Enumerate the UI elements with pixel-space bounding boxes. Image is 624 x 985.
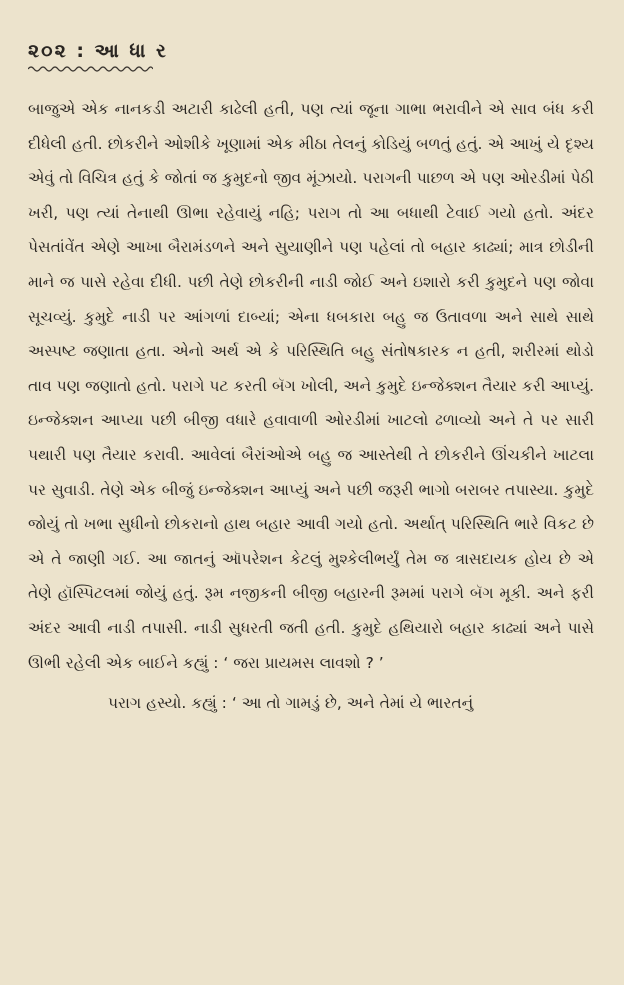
paragraph-1: બાજુએ એક નાનકડી અટારી કાઢેલી હતી, પણ ત્યાં જૂના ગાભા ભરાવીને એ સાવ બંધ કરી દીધેલી હતી. છોકરીને ઓશીકે ખૂણામાં એક મીઠા તેલનું કોડિયું બળતું હતું. એ આખું યે દૃશ્ય એવું તો વિચિત્ર હતું કે જોતાં જ કુમુદનો જીવ મૂંઝાયો. પરાગની પાછળ એ પણ ઓરડીમાં પેઠી ખરી, પણ ત્યાં તેનાથી ઊભા રહેવાયું નહિ; પરાગ તો આ બધાથી ટેવાઈ ગયો હતો. અંદર પેસતાંવેંત એણે આખા બૈરામંડળને અને સુયાણીને પણ પહેલાં તો બહાર કાઢ્યાં; માત્ર છોડીની માને જ પાસે રહેવા દીધી. પછી તેણે છોકરીની નાડી જોઈ અને ઇશારો કરી કુમુદને પણ જોવા સૂચવ્યું. કુમુદે નાડી પર આંગળાં દાબ્યાં; એના ધબકારા બહુ જ ઉતાવળા અને સાથે સાથે અસ્પષ્ટ જણાતા હતા. એનો અર્થ એ કે પરિસ્થિતિ બહુ સંતોષકારક ન હતી, શરીરમાં થોડો તાવ પણ જણાતો હતો. પરાગે પટ કરતી બૅગ ખોલી, અને કુમુદે ઇન્જેક્શન તૈયાર કરી આપ્યું. ઇન્જેક્શન આપ્યા પછી બીજી વધારે હવાવાળી ઓરડીમાં ખાટલો ઢળાવ્યો અને તે પર સારી પથારી પણ તૈયાર કરાવી. આવેલાં બૈરાંઓએ બહુ જ આસ્તેથી તે છોકરીને ઊંચકીને ખાટલા પર સુવાડી. તેણે એક બીજું ઇન્જેક્શન આપ્યું અને પછી જરૂરી ભાગો બરાબર તપાસ્યા. કુમુદે જોયું તો ખભા સુધીનો છોકરાનો હાથ બહાર આવી ગયો હતો. અર્થાત્ પરિસ્થિતિ ભારે વિકટ છે એ તે જાણી ગઈ. આ જાતનું ઑપરેશન કેટલું મુશ્કેલીભર્યું તેમ જ ત્રાસદાયક હોય છે એ તેણે હૉસ્પિટલમાં જોયું હતું. રૂમ નજીકની બીજી બહારની રૂમમાં પરાગે બૅગ મૂકી. અને ફરી અંદર આવી નાડી તપાસી. નાડી સુધરતી જતી હતી. કુમુદે હથિયારો બહાર કાઢ્યાં અને પાસે ઊભી રહેલી એક બાઈને કહ્યું : ‘ જરા પ્રાયમસ લાવશો ? ’ [28, 100, 594, 672]
book-title: આ ધા ર [94, 40, 168, 62]
running-header [28, 40, 594, 62]
header-separator: : [76, 40, 86, 62]
paragraph-2: પરાગ હસ્યો. કહ્યું : ‘ આ તો ગામડું છે, અને તેમાં યે ભારતનું [108, 694, 474, 713]
body-text [28, 92, 594, 721]
page-number: ૨૦૨ [28, 40, 68, 62]
wavy-underline-ornament [28, 64, 153, 74]
